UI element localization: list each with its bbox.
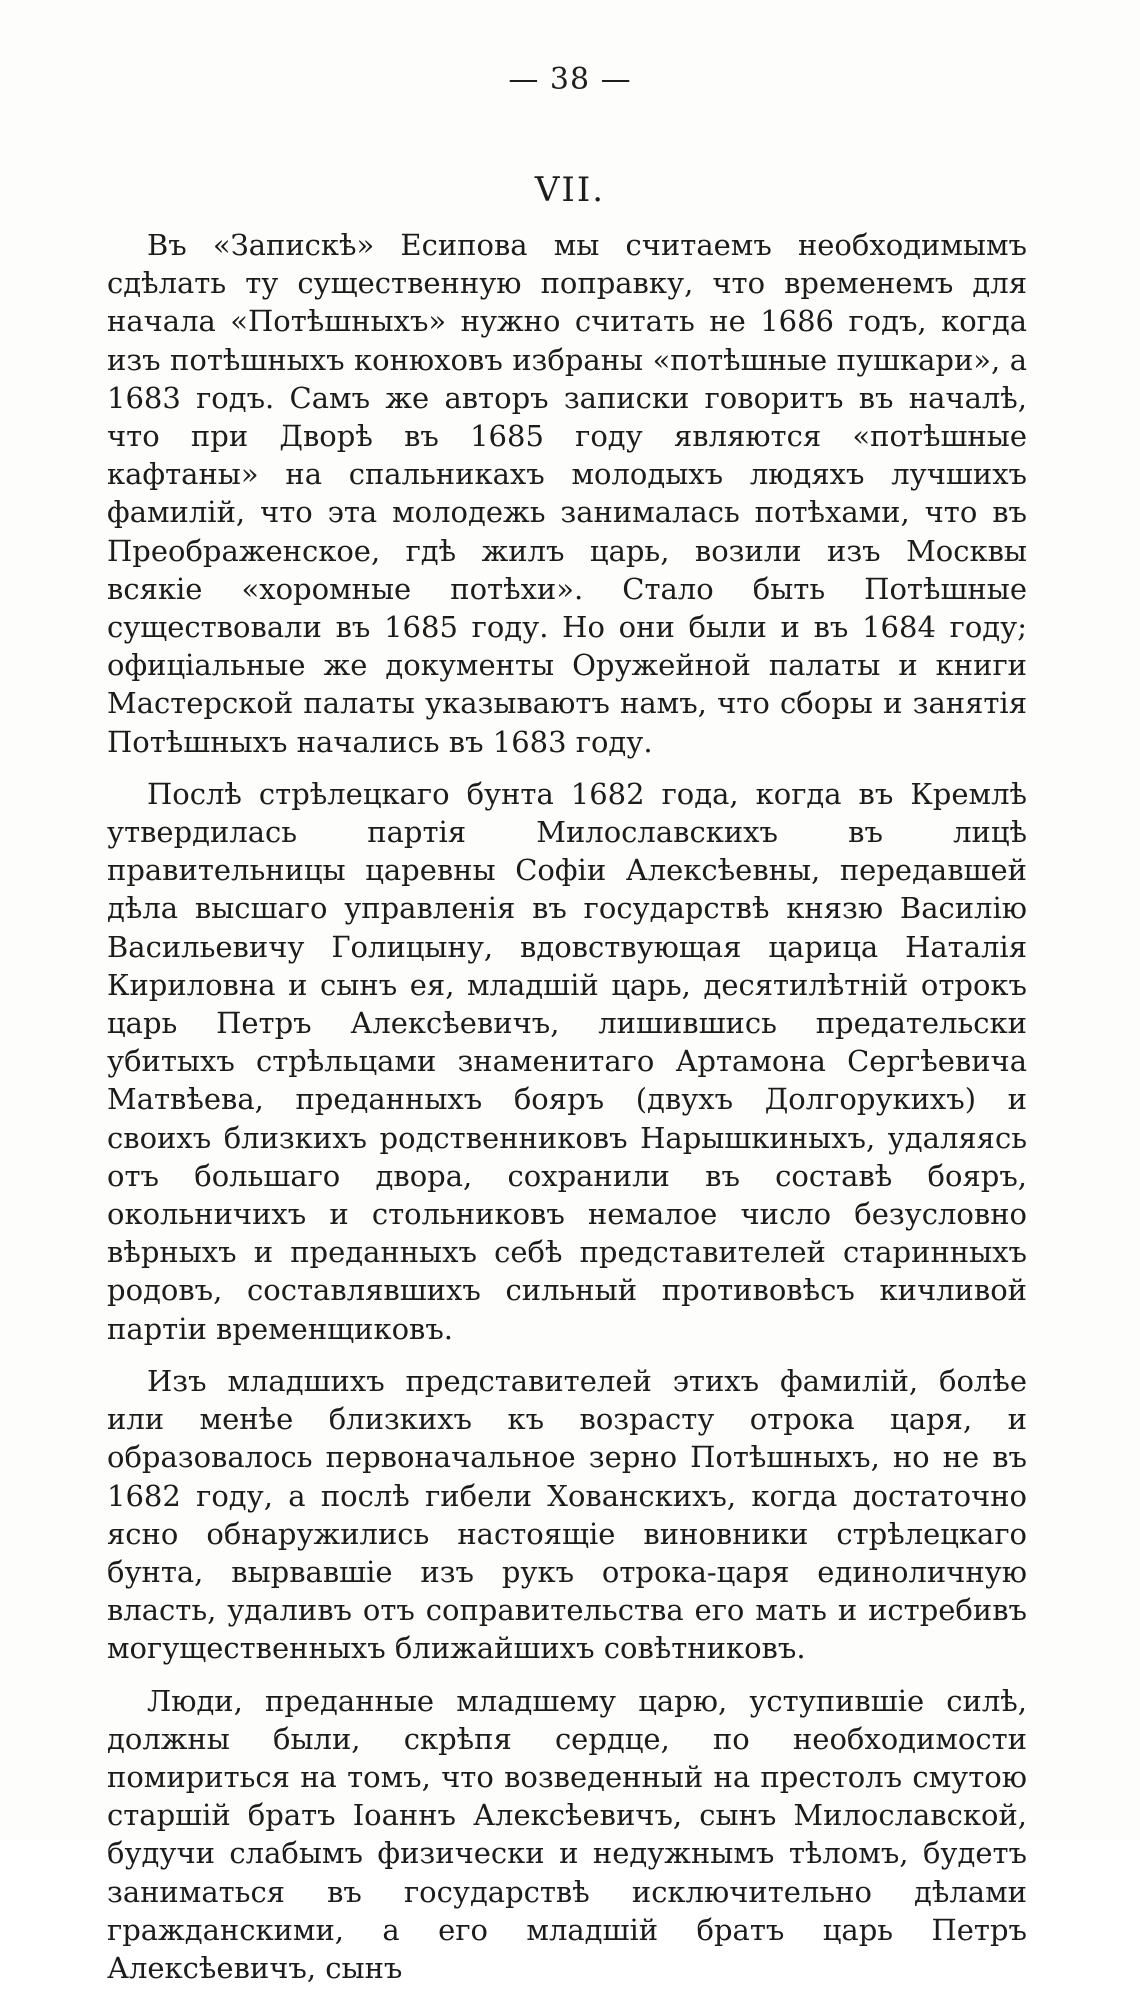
paragraph: Люди, преданные младшему царю, уступившіе силѣ, должны были, скрѣпя сердце, по необходимости помириться на томъ, что возведенный на престолъ смутою старшій братъ Іоаннъ Алексѣевичъ, сынъ Милославской, будучи слабымъ физически и недужнымъ тѣломъ, будетъ заниматься въ государствѣ исключительно дѣлами гражданскими, а его младшій братъ царь Петръ Алексѣевичъ, сынъ — [107, 1683, 1027, 1985]
paragraph: Изъ младшихъ представителей этихъ фамилій, болѣе или менѣе близкихъ къ возрасту отрока царя, и образовалось первоначальное зерно Потѣшныхъ, но не въ 1682 году, а послѣ гибели Хованскихъ, когда достаточно ясно обнаружились настоящіе виновники стрѣлецкаго бунта, вырвавшіе изъ рукъ отрока-царя единоличную власть, удаливъ отъ соправительства его мать и истребивъ могущественныхъ ближайшихъ совѣтниковъ. — [107, 1363, 1027, 1666]
paragraph: Въ «Запискѣ» Есипова мы считаемъ необходимымъ сдѣлать ту существенную поправку, что временемъ для начала «Потѣшныхъ» нужно считать не 1686 годъ, когда изъ потѣшныхъ конюховъ избраны «потѣшные пушкари», а 1683 годъ. Самъ же авторъ записки говоритъ въ началѣ, что при Дворѣ въ 1685 году являются «потѣшные кафтаны» на спальникахъ молодыхъ людяхъ лучшихъ фамилій, что эта молодежь занималась потѣхами, что въ Преображенское, гдѣ жилъ царь, возили изъ Москвы всякіе «хоромные потѣхи». Стало быть Потѣшные существовали въ 1685 году. Но они были и въ 1684 году; офиціальные же документы Оружейной палаты и книги Мастерской палаты указываютъ намъ, что сборы и занятія Потѣшныхъ начались въ 1683 году. — [107, 228, 1027, 759]
body-text — [107, 226, 1027, 2001]
paragraph: Послѣ стрѣлецкаго бунта 1682 года, когда въ Кремлѣ утвердилась партія Милославскихъ въ лицѣ правительницы царевны Софіи Алексѣевны, передавшей дѣла высшаго управленія въ государствѣ князю Василію Васильевичу Голицыну, вдовствующая царица Наталія Кириловна и сынъ ея, младшій царь, десятилѣтній отрокъ царь Петръ Алексѣевичъ, лишившись предательски убитыхъ стрѣльцами знаменитаго Артамона Сергѣевича Матвѣева, преданныхъ бояръ (двухъ Долгорукихъ) и своихъ близкихъ родственниковъ Нарышкиныхъ, удаляясь отъ большаго двора, сохранили въ составѣ бояръ, окольничихъ и стольниковъ немалое число безусловно вѣрныхъ и преданныхъ себѣ представителей старинныхъ родовъ, составлявшихъ сильный противовѣсъ кичливой партіи временщиковъ. — [107, 776, 1027, 1346]
chapter-heading: VII. — [534, 170, 606, 210]
page-number: — 38 — — [508, 62, 632, 97]
